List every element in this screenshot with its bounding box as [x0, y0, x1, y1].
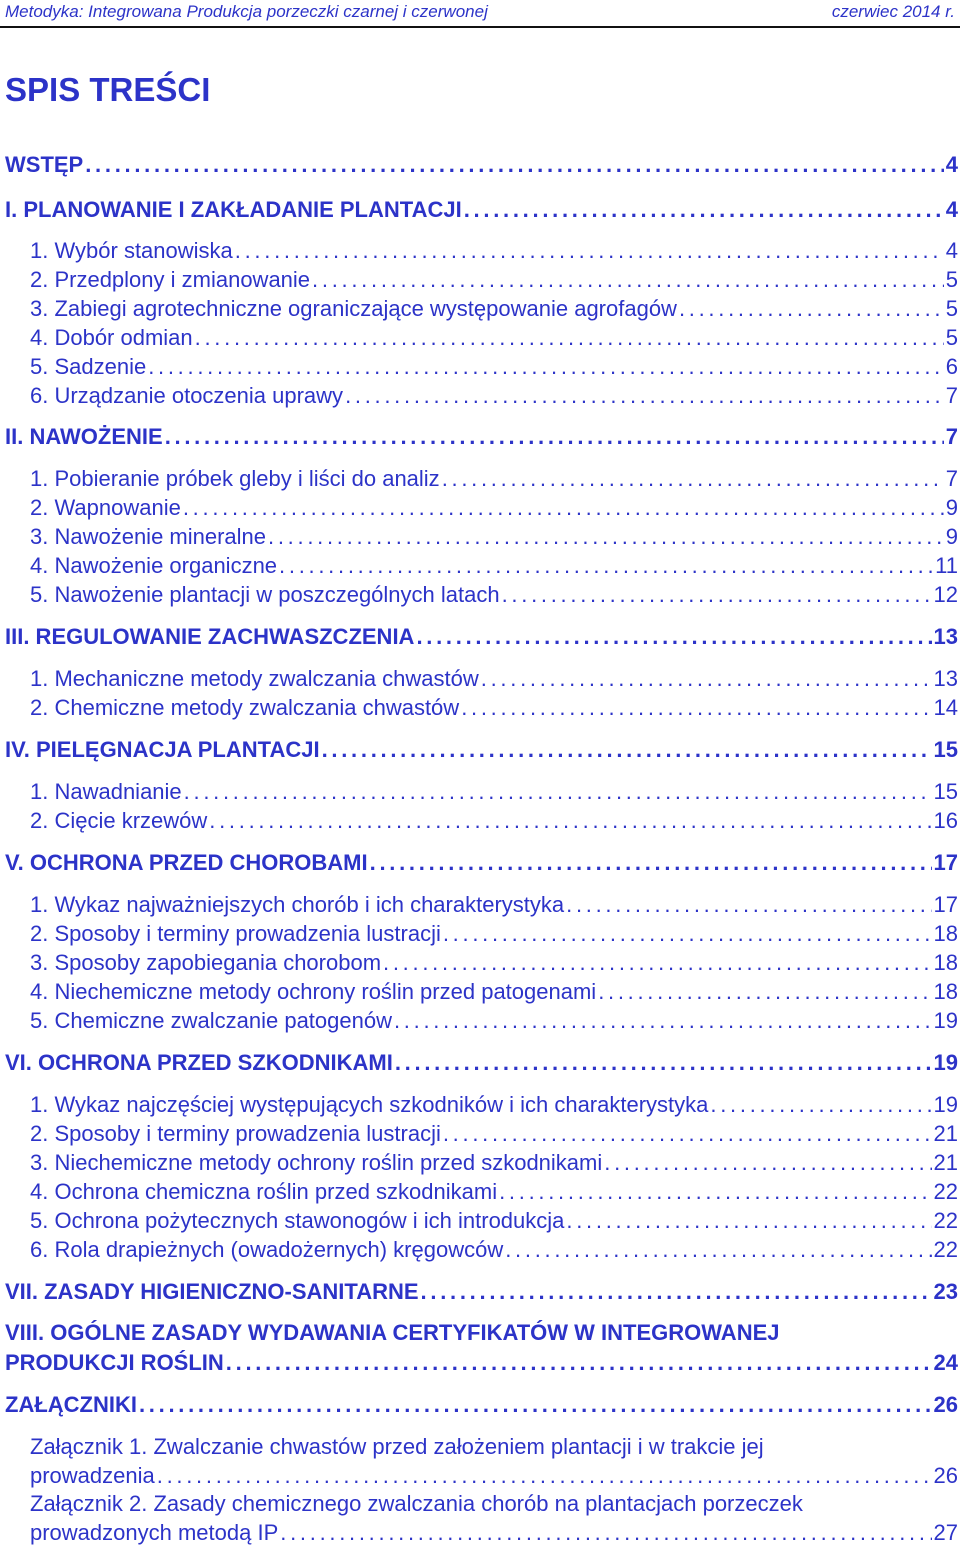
- toc-entry[interactable]: [30, 779, 958, 805]
- toc-entry-title: 3. Zabiegi agrotechniczne ograniczające występowanie agrofagów: [30, 296, 677, 321]
- toc-entry-title: 5. Chemiczne zwalczanie patogenów: [30, 1008, 392, 1033]
- toc-entry[interactable]: [30, 1150, 958, 1176]
- toc-entry[interactable]: [30, 979, 958, 1005]
- running-header: [0, 0, 960, 27]
- dot-leader: [280, 1520, 931, 1546]
- toc-entry-title: 1. Wykaz najważniejszych chorób i ich charakterystyka: [30, 892, 565, 917]
- toc-entry[interactable]: [5, 424, 958, 450]
- toc-entry-title: VII. ZASADY HIGIENICZNO-SANITARNE: [5, 1279, 419, 1304]
- toc-entry[interactable]: [30, 325, 958, 351]
- dot-leader: [226, 1350, 932, 1376]
- toc-page-number: 18: [933, 921, 958, 946]
- toc-page-number: 12: [933, 582, 958, 607]
- toc-entry-title: I. PLANOWANIE I ZAKŁADANIE PLANTACJI: [5, 197, 462, 222]
- toc-entry[interactable]: [30, 950, 958, 976]
- toc-entry[interactable]: [5, 1279, 958, 1305]
- toc-entry[interactable]: [30, 695, 958, 721]
- toc-page-number: 19: [933, 1050, 958, 1075]
- dot-leader: [505, 1237, 931, 1263]
- dot-leader: [148, 354, 944, 380]
- toc-entry[interactable]: [30, 1121, 958, 1147]
- toc-page-number: 27: [933, 1520, 958, 1545]
- toc-entry-title: 1. Pobieranie próbek gleby i liści do analiz: [30, 466, 440, 491]
- toc-page-number: 22: [933, 1208, 958, 1233]
- dot-leader: [464, 197, 944, 223]
- toc-page-number: 21: [933, 1150, 958, 1175]
- toc-entry[interactable]: [30, 1237, 958, 1263]
- dot-leader: [679, 296, 944, 322]
- toc-page-number: 18: [933, 950, 958, 975]
- dot-leader: [157, 1463, 932, 1489]
- page-title: SPIS TREŚCI: [5, 71, 211, 108]
- toc-entry-title: 2. Przedplony i zmianowanie: [30, 267, 311, 292]
- toc-page-number: 4: [945, 152, 958, 177]
- dot-leader: [442, 466, 944, 492]
- toc-page-number: 23: [933, 1279, 958, 1304]
- toc-entry-line1: Załącznik 1. Zwalczanie chwastów przed założeniem plantacji i w trakcie jej: [30, 1434, 764, 1459]
- toc-entry[interactable]: [5, 197, 958, 223]
- dot-leader: [394, 1008, 932, 1034]
- dot-leader: [566, 1208, 931, 1234]
- dot-leader: [165, 424, 944, 450]
- toc-page-number: 4: [945, 238, 958, 263]
- toc-page-number: 13: [933, 666, 958, 691]
- toc-entry[interactable]: [30, 1008, 958, 1034]
- toc-page-number: 7: [945, 424, 958, 449]
- toc-entry[interactable]: [30, 296, 958, 322]
- toc-entry-title: 2. Wapnowanie: [30, 495, 181, 520]
- toc-entry[interactable]: [30, 383, 958, 409]
- dot-leader: [604, 1150, 931, 1176]
- dot-leader: [566, 892, 931, 918]
- dot-leader: [312, 267, 944, 293]
- toc-entry[interactable]: [30, 582, 958, 608]
- header-document-title: Metodyka: Integrowana Produkcja porzeczki czarnej i czerwonej: [5, 2, 488, 21]
- toc-entry[interactable]: [5, 1350, 958, 1376]
- toc-entry[interactable]: [5, 737, 958, 763]
- toc-page-number: 11: [935, 553, 958, 578]
- toc-page-number: 15: [933, 779, 958, 804]
- toc-page-number: 5: [945, 267, 958, 292]
- toc-entry-title: 1. Wykaz najczęściej występujących szkodników i ich charakterystyka: [30, 1092, 709, 1117]
- header-date: czerwiec 2014 r.: [831, 2, 955, 21]
- toc-entry[interactable]: [30, 1208, 958, 1234]
- toc-entry-title: 2. Sposoby i terminy prowadzenia lustracji: [30, 921, 441, 946]
- toc-page-number: 19: [933, 1008, 958, 1033]
- toc-entry[interactable]: [5, 1050, 958, 1076]
- toc-entry-title: 4. Ochrona chemiczna roślin przed szkodnikami: [30, 1179, 498, 1204]
- dot-leader: [383, 950, 931, 976]
- toc-page-number: 16: [933, 808, 958, 833]
- toc-entry-title: 2. Sposoby i terminy prowadzenia lustracji: [30, 1121, 441, 1146]
- toc-page-number: 19: [933, 1092, 958, 1117]
- toc-page-number: 22: [933, 1237, 958, 1262]
- toc-entry[interactable]: [30, 1092, 958, 1118]
- toc-entry[interactable]: [30, 1463, 958, 1489]
- toc-entry[interactable]: [30, 495, 958, 521]
- toc-page-number: 6: [945, 354, 958, 379]
- toc-page-number: 15: [933, 737, 958, 762]
- dot-leader: [184, 779, 932, 805]
- toc-page-number: 9: [945, 524, 958, 549]
- toc-page-number: 9: [945, 495, 958, 520]
- dot-leader: [443, 921, 932, 947]
- toc-entry[interactable]: [5, 1392, 958, 1418]
- toc-page-number: 7: [945, 383, 958, 408]
- toc-page-number: 5: [945, 296, 958, 321]
- dot-leader: [443, 1121, 932, 1147]
- toc-entry-title: II. NAWOŻENIE: [5, 424, 163, 449]
- dot-leader: [195, 325, 944, 351]
- toc-entry-title: 6. Rola drapieżnych (owadożernych) kręgowców: [30, 1237, 504, 1262]
- toc-entry[interactable]: [30, 466, 958, 492]
- toc-page-number: 17: [933, 850, 958, 875]
- dot-leader: [268, 524, 944, 550]
- dot-leader: [370, 850, 932, 876]
- toc-entry-title: 4. Dobór odmian: [30, 325, 193, 350]
- toc-entry[interactable]: [30, 808, 958, 834]
- toc-entry-line1: Załącznik 2. Zasady chemicznego zwalczania chorób na plantacjach porzeczek: [30, 1491, 803, 1516]
- toc-page-number: 18: [933, 979, 958, 1004]
- toc-entry-title: VI. OCHRONA PRZED SZKODNIKAMI: [5, 1050, 393, 1075]
- toc-page-number: 13: [933, 624, 958, 649]
- toc-page-number: 21: [933, 1121, 958, 1146]
- dot-leader: [183, 495, 944, 521]
- dot-leader: [139, 1392, 932, 1418]
- toc-entry-title: prowadzenia: [30, 1463, 155, 1488]
- dot-leader: [235, 238, 944, 264]
- dot-leader: [502, 582, 932, 608]
- toc-entry[interactable]: [30, 354, 958, 380]
- dot-leader: [345, 383, 944, 409]
- toc-entry[interactable]: [5, 850, 958, 876]
- dot-leader: [461, 695, 931, 721]
- toc-page-number: 24: [933, 1350, 958, 1375]
- toc-entry[interactable]: [30, 921, 958, 947]
- toc-entry-title: 2. Chemiczne metody zwalczania chwastów: [30, 695, 460, 720]
- toc-entry-title: ZAŁĄCZNIKI: [5, 1392, 137, 1417]
- toc-page-number: 26: [933, 1392, 958, 1417]
- toc-entry-title: V. OCHRONA PRZED CHOROBAMI: [5, 850, 368, 875]
- dot-leader: [209, 808, 931, 834]
- toc-page-number: 17: [933, 892, 958, 917]
- toc-entry-title: 6. Urządzanie otoczenia uprawy: [30, 383, 344, 408]
- dot-leader: [481, 666, 932, 692]
- toc-entry-title: III. REGULOWANIE ZACHWASZCZENIA: [5, 624, 415, 649]
- toc-entry[interactable]: [30, 892, 958, 918]
- dot-leader: [499, 1179, 931, 1205]
- toc-entry-title: 1. Mechaniczne metody zwalczania chwastów: [30, 666, 479, 691]
- toc-page-number: 4: [945, 197, 958, 222]
- toc-entry[interactable]: [30, 1520, 958, 1546]
- toc-entry[interactable]: [30, 267, 958, 293]
- toc-page-number: 14: [933, 695, 958, 720]
- toc-entry-title: 3. Nawożenie mineralne: [30, 524, 267, 549]
- toc-entry[interactable]: [5, 152, 958, 178]
- dot-leader: [598, 979, 931, 1005]
- toc-entry[interactable]: [30, 1179, 958, 1205]
- dot-leader: [710, 1092, 931, 1118]
- toc-entry-title: 5. Nawożenie plantacji w poszczególnych latach: [30, 582, 500, 607]
- toc-entry-title: 4. Niechemiczne metody ochrony roślin przed patogenami: [30, 979, 597, 1004]
- dot-leader: [395, 1050, 932, 1076]
- header-rule: [0, 26, 960, 28]
- toc-entry[interactable]: [30, 238, 958, 264]
- toc-page-number: 22: [933, 1179, 958, 1204]
- toc-entry-title: 4. Nawożenie organiczne: [30, 553, 278, 578]
- dot-leader: [416, 624, 931, 650]
- toc-entry-title: PRODUKCJI ROŚLIN: [5, 1350, 224, 1375]
- toc-entry-title: WSTĘP: [5, 152, 84, 177]
- toc-entry[interactable]: [30, 666, 958, 692]
- toc-entry-title: 1. Wybór stanowiska: [30, 238, 233, 263]
- toc-entry[interactable]: [30, 553, 958, 579]
- toc-entry-title: 2. Cięcie krzewów: [30, 808, 208, 833]
- toc-entry-title: 5. Ochrona pożytecznych stawonogów i ich introdukcja: [30, 1208, 565, 1233]
- toc-entry-title: 3. Sposoby zapobiegania chorobom: [30, 950, 382, 975]
- toc-entry-title: 5. Sadzenie: [30, 354, 147, 379]
- toc-entry-title: prowadzonych metodą IP: [30, 1520, 279, 1545]
- toc-page-number: 26: [933, 1463, 958, 1488]
- toc-entry-title: IV. PIELĘGNACJA PLANTACJI: [5, 737, 320, 762]
- toc-entry-line1: VIII. OGÓLNE ZASADY WYDAWANIA CERTYFIKATÓW W INTEGROWANEJ: [5, 1320, 780, 1345]
- toc-entry[interactable]: [5, 624, 958, 650]
- toc-entry-title: 1. Nawadnianie: [30, 779, 182, 804]
- dot-leader: [421, 1279, 932, 1305]
- toc-entry-title: 3. Niechemiczne metody ochrony roślin przed szkodnikami: [30, 1150, 603, 1175]
- dot-leader: [279, 553, 933, 579]
- dot-leader: [85, 152, 944, 178]
- toc-entry[interactable]: [30, 524, 958, 550]
- toc-page-number: 5: [945, 325, 958, 350]
- toc-page-number: 7: [945, 466, 958, 491]
- dot-leader: [322, 737, 932, 763]
